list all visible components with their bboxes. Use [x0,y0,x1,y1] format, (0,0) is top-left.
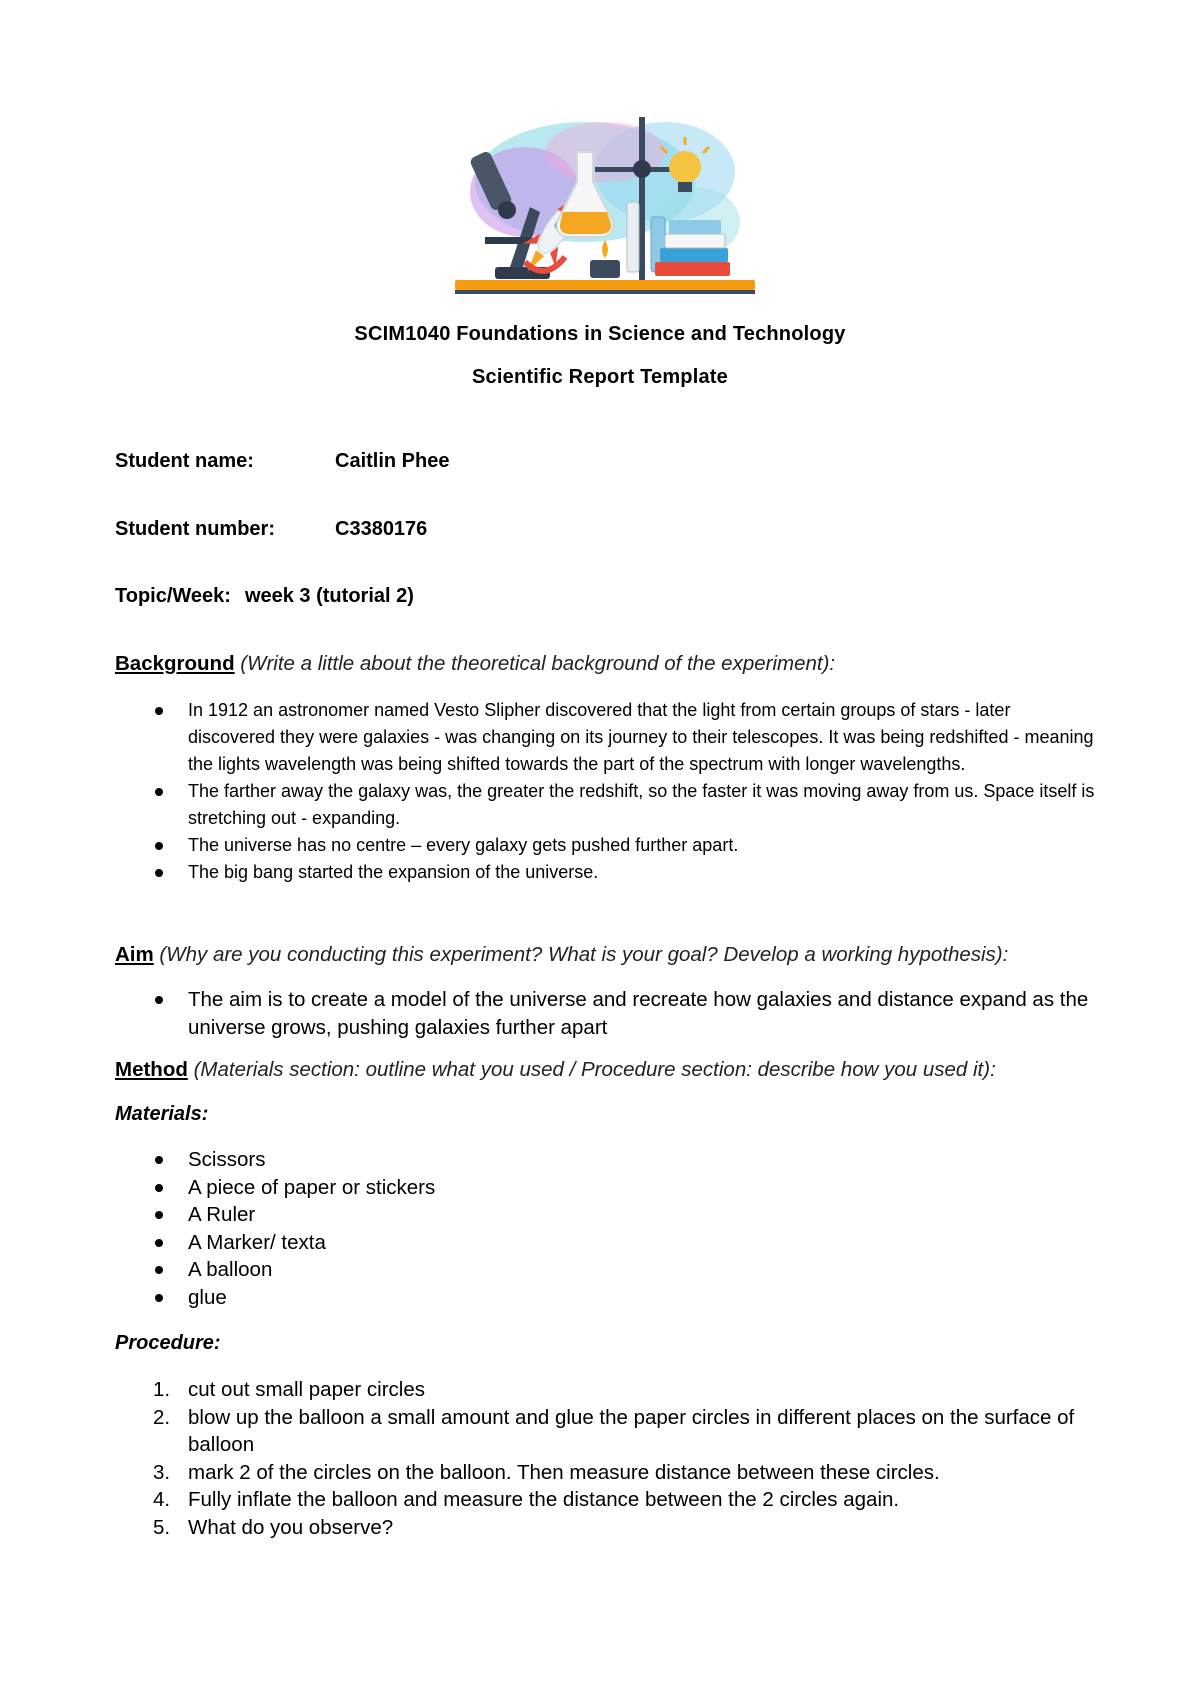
list-item [155,1229,1095,1257]
list-item-text: What do you observe? [188,1515,394,1539]
list-item-text: glue [188,1285,227,1309]
student-number-label: Student number: [115,518,275,540]
bullet-icon [155,788,163,796]
list-item [155,859,1095,886]
bullet-icon [155,1294,163,1302]
list-item [155,1201,1095,1229]
aim-heading-title: Aim [115,943,154,966]
materials-list [155,1146,1095,1311]
list-item [155,1376,1095,1404]
topic-week-label: Topic/Week: [115,585,231,607]
list-item [155,1146,1095,1174]
list-number: 4. [153,1488,171,1511]
list-number: 1. [153,1378,171,1401]
topic-week-row [115,585,414,608]
list-item-text: In 1912 an astronomer named Vesto Slipher discovered that the light from certain groups of stars - later discovered they were galaxies - was changing on its journey to their telescopes. It was being redshifted - meaning the lights wavelength was being shifted towards the part of the spectrum with longer wavelengths. [188,700,1094,774]
bullet-icon [155,842,163,850]
student-number-row [115,518,428,541]
list-item [155,1256,1095,1284]
student-number-value: C3380176 [335,518,428,540]
background-heading-note: (Write a little about the theoretical background of the experiment): [234,652,836,675]
list-number: 3. [153,1460,171,1484]
list-item-text: A Ruler [188,1203,256,1226]
course-title: SCIM1040 Foundations in Science and Technology [354,323,846,345]
list-item-text: A Marker/ texta [188,1230,326,1254]
bullet-icon [155,1184,163,1192]
list-item [155,986,1095,1041]
list-item-text: blow up the balloon a small amount and glue the paper circles in different places on the surface of balloon [188,1405,1075,1456]
bullet-icon [155,869,163,877]
method-heading-note: (Materials section: outline what you used / Procedure section: describe how you used it): [187,1058,996,1081]
student-name-label: Student name: [115,450,254,472]
list-number: 2. [153,1405,171,1429]
background-heading-title: Background [115,652,235,675]
procedure-label: Procedure: [115,1332,221,1354]
bullet-icon [155,1266,163,1274]
method-heading-title: Method [115,1058,188,1081]
bullet-icon [155,1156,163,1164]
list-item-text: A piece of paper or stickers [188,1175,436,1199]
science-lab-illustration [455,112,755,307]
list-item [155,1514,1095,1542]
list-item-text: The universe has no centre – every galaxy gets pushed further apart. [188,835,739,855]
list-item-text: mark 2 of the circles on the balloon. Then measure distance between these circles. [188,1460,940,1484]
aim-heading-note: (Why are you conducting this experiment? What is your goal? Develop a working hypothesis): [153,943,1009,966]
list-item [155,1486,1095,1514]
bullet-icon [155,707,163,715]
materials-label: Materials: [115,1103,209,1125]
list-number: 5. [153,1515,171,1539]
method-heading [115,1058,996,1082]
background-heading [115,652,835,676]
list-item [155,697,1095,778]
bullet-icon [155,1211,163,1219]
list-item [155,832,1095,859]
student-name-value: Caitlin Phee [335,450,450,472]
background-list [155,697,1095,886]
student-name-row [115,450,450,473]
procedure-list [155,1376,1095,1541]
topic-week-value: week 3 (tutorial 2) [244,585,414,607]
list-item-text: cut out small paper circles [188,1378,425,1401]
list-item [155,1459,1095,1487]
list-item [155,1404,1095,1459]
list-item [155,1284,1095,1312]
list-item-text: Fully inflate the balloon and measure the distance between the 2 circles again. [188,1488,900,1511]
aim-list [155,986,1095,1041]
list-item-text: The farther away the galaxy was, the greater the redshift, so the faster it was moving away from us. Space itself is stretching out - expanding. [188,781,1095,828]
list-item-text: Scissors [188,1148,266,1171]
template-title: Scientific Report Template [472,366,728,388]
list-item-text: A balloon [188,1258,273,1281]
list-item [155,778,1095,832]
aim-heading [115,943,1008,967]
bullet-icon [155,1239,163,1247]
list-item-text: The aim is to create a model of the universe and recreate how galaxies and distance expand as the universe grows, pushing galaxies further apart [188,988,1089,1039]
list-item [155,1174,1095,1202]
list-item-text: The big bang started the expansion of the universe. [188,862,599,882]
bullet-icon [155,996,163,1004]
